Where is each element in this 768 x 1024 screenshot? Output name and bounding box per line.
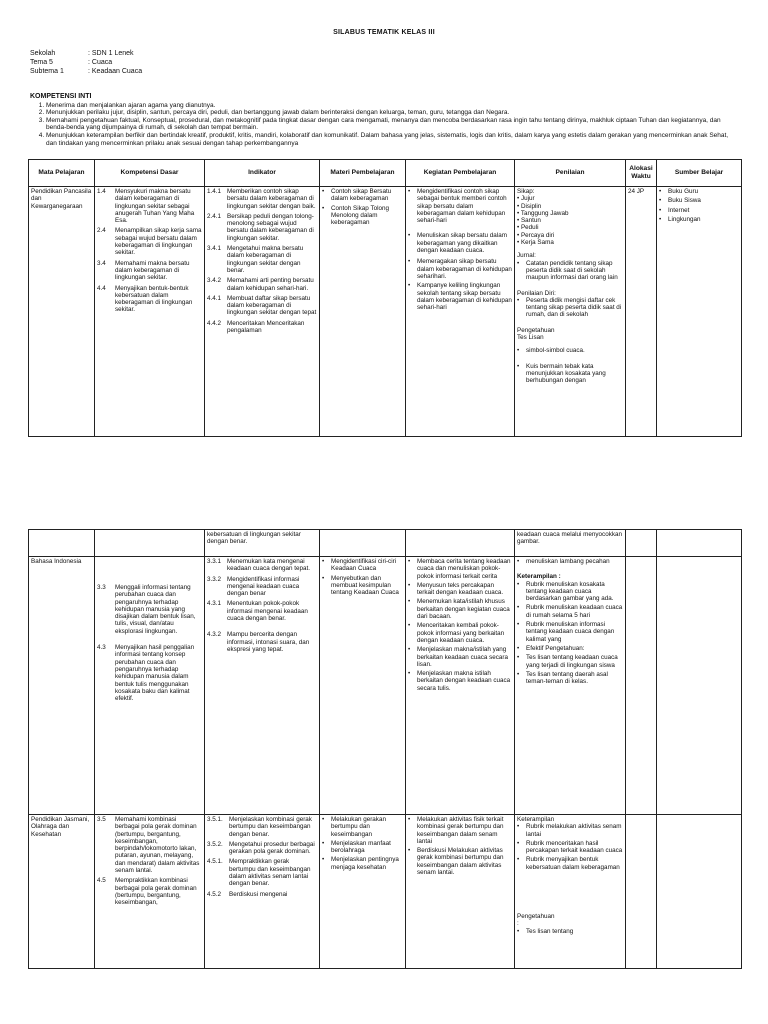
indikator-number: 2.4.1 (207, 212, 222, 220)
kd-text: Menampilkan sikap kerja sama sebagai wujud bersatu dalam keberagaman di lingkungan sekitar. (115, 227, 202, 257)
keterampilan-text: Rubrik menyajikan bentuk kebersatuan dalam keberagaman (526, 856, 620, 871)
penilaian-sublabel: Tes Lisan (517, 334, 544, 342)
keterampilan-text: Rubrik menuliskan informasi tentang keadaan cuaca dengan kalimat yang (526, 621, 615, 643)
empty-cell (320, 530, 406, 557)
indikator-text: Menceritakan Menceritakan pengalaman (227, 319, 305, 335)
empty-cell (657, 815, 742, 969)
keterampilan-item: • Tes lisan tentang daerah asal teman-teman di kelas. (517, 671, 623, 686)
indikator-text: Mampu bercerita dengan informasi, intonasi suara, dan ekspresi yang tepat. (227, 631, 310, 653)
penilaian-item: • menuliskan lambang pecahan (517, 558, 623, 565)
kegiatan-item: • Mengidentifikasi contoh sikap sebagai bentuk memberi contoh sikap bersatu dalam keberagaman dalam kehidupan sehari-hari (408, 188, 512, 224)
kd-text: Menggali informasi tentang perubahan cuaca dan pengaruhnya terhadap kehidupan manusia yang disajikan dalam bentuk lisan, tulis, visual, dan/atau eksplorasi lingkungan. (115, 584, 196, 635)
ki-item: 3. Memahami pengetahuan faktual, Konseptual, prosedural, dan metakognitif pada tingkat dasar dengan cara mengamati, menanya dan mencoba berdasarkan rasa ingin tahu tentang dirinya, makhluk ciptaan Tuhan dan kegiatannya, dan benda-benda yang dijumpainya di rumah, di sekolah dan tempat bermain. (46, 117, 740, 132)
kd-number: 3.5 (97, 816, 106, 823)
materi-cell (320, 187, 406, 437)
diri-text: Peserta didik mengisi daftar cek tentang sikap peserta didik saat di rumah, dan di sekolah (526, 296, 622, 319)
table-row (29, 530, 742, 557)
sikap-item: • Tanggung Jawab (517, 209, 569, 217)
ki-list (30, 102, 740, 148)
indikator-number: 3.3.1 (207, 558, 222, 565)
indikator-number: 4.5.1. (207, 858, 223, 866)
sumber-item: • Buku Guru (659, 188, 739, 195)
penilaian-cell (515, 187, 626, 437)
keterampilan-item: • Rubrik menuliskan keadaan cuaca di rumah selama 5 hari (517, 604, 623, 619)
kegiatan-item: • Menceritakan kembali pokok-pokok informasi yang berkaitan dengan keadaan cuaca. (408, 622, 512, 644)
kd-number: 4.5 (97, 877, 106, 885)
indikator-item (207, 558, 317, 573)
kegiatan-item: • Berdiskusi Melakukan aktivitas gerak kombinasi bertumpu dan keseimbangan dalam aktivitas senam lantai. (408, 847, 512, 876)
kegiatan-text: Menceritakan kembali pokok-pokok informasi yang berkaitan dengan keadaan cuaca. (417, 622, 505, 644)
kd-item (97, 285, 202, 314)
kegiatan-text: Menjelaskan makna/istilah yang berkaitan keadaan cuaca secara lisan. (417, 646, 509, 668)
empty-cell (29, 530, 95, 557)
indikator-text: Menjelaskan kombinasi gerak bertumpu dan keseimbangan dengan benar. (229, 816, 312, 838)
sikap-text: Percaya diri (520, 231, 555, 239)
header-sumber-belajar: Sumber Belajar (657, 160, 742, 187)
meta-key: Sekolah (30, 50, 56, 57)
kd-number: 4.3 (97, 644, 106, 652)
indikator-number: 3.5.2. (207, 840, 223, 848)
sikap-text: Tanggung Jawab (520, 209, 569, 217)
kd-number: 2.4 (97, 227, 106, 235)
header-kompetensi-dasar: Kompetensi Dasar (95, 160, 205, 187)
kegiatan-item: • Menemukan kata/istilah khusus berkaitan dengan kegiatan cuaca dari bacaan. (408, 598, 512, 620)
materi-item: • Melakukan gerakan bertumpu dan keseimbangan (322, 816, 403, 838)
materi-text: Melakukan gerakan bertumpu dan keseimbangan (331, 816, 386, 838)
kd-cell (95, 187, 205, 437)
kegiatan-item: • Membaca cerita tentang keadaan cuaca dan menuliskan pokok-pokok informasi terkait cerita (408, 558, 511, 580)
empty-cell (406, 530, 515, 557)
indikator-item (207, 277, 317, 292)
kd-number: 1.4 (97, 188, 106, 195)
materi-text: Menjelaskan pentingnya menjaga kesehatan (331, 856, 399, 871)
indikator-number: 1.4.1 (207, 188, 222, 195)
indikator-number: 4.3.1 (207, 600, 222, 608)
kd-item (97, 227, 202, 256)
meta-value: : SDN 1 Lenek (88, 50, 134, 57)
sumber-cell (657, 187, 742, 437)
header-materi: Materi Pembelajaran (320, 160, 406, 187)
materi-item: • Menjelaskan pentingnya menjaga kesehatan (322, 856, 403, 871)
keterampilan-item: • Rubrik menuliskan kosakata tentang keadaan cuaca berdasarkan gambar yang ada. (517, 581, 623, 603)
kegiatan-item: • Memeragakan sikap bersatu dalam keberagaman di kehidupan seharihari. (408, 258, 512, 280)
sumber-text: Lingkungan (668, 215, 701, 223)
indikator-text: Bersikap peduli dengan tolong-menolong sebagai wujud bersatu dalam keberagaman di lingkungan sekitar. (227, 212, 314, 242)
kd-item (97, 816, 202, 874)
keterampilan-text: Rubrik melakukan aktivitas senam lantai (526, 823, 622, 838)
alokasi-cell: 24 JP (626, 187, 657, 437)
kegiatan-item: • Menjelaskan makna istilah berkaitan dengan keadaan cuaca secara tulis. (408, 670, 511, 692)
sikap-item: • Jujur (517, 195, 535, 203)
syllabus-table-part-2 (28, 529, 742, 969)
indikator-item (207, 245, 317, 274)
indikator-cell (205, 815, 320, 969)
pengetahuan-item: • Kuis bermain tebak kata menunjukkan kosakata yang berhubungan dengan (517, 363, 623, 385)
sumber-item: • Buku Siswa (659, 197, 739, 204)
header-indikator: Indikator (205, 160, 320, 187)
kegiatan-cell (406, 557, 515, 815)
kegiatan-item: • Menjelaskan makna/istilah yang berkaitan keadaan cuaca secara lisan. (408, 646, 512, 668)
kd-text: Memahami kombinasi berbagai pola gerak dominan (bertumpu, bergantung, keseimbangan, berpindah/lokomotorto lakan, putaran, ayunan, melayang, dan mendarat) dalam aktivitas senam lantai. (115, 816, 200, 875)
header-kegiatan: Kegiatan Pembelajaran (406, 160, 515, 187)
materi-item: • Contoh sikap Bersatu dalam keberagaman (322, 188, 403, 203)
keterampilan-item: • Rubrik melakukan aktivitas senam lantai (517, 823, 622, 838)
penilaian-text: menuliskan lambang pecahan (526, 558, 610, 565)
materi-text: Menjelaskan manfaat berolahraga (331, 839, 391, 855)
kegiatan-text: Menuliskan sikap bersatu dalam keberagaman yang dikaitkan dengan keadaan cuaca. (417, 232, 507, 255)
indikator-text: Mengetahui makna bersatu dalam keberagaman di lingkungan sekitar dengan benar. (227, 245, 304, 274)
indikator-text: Mengetahui prosedur berbagai gerakan pola gerak dominan. (229, 840, 315, 856)
kd-item (97, 644, 202, 702)
kegiatan-text: Melakukan aktivitas fisik terkait kombinasi gerak bertumpu dan keseimbangan dalam senam lantai (417, 816, 504, 845)
keterampilan-item: • Tes lisan tentang keadaan cuaca yang terjadi di lingkungan siswa (517, 654, 623, 669)
materi-item: • Contoh Sikap Tolong Menolong dalam keberagaman (322, 205, 403, 227)
sikap-item: • Kerja Sama (517, 239, 554, 247)
meta-value: : Cuaca (88, 59, 113, 66)
empty-cell (626, 557, 657, 815)
empty-cell (626, 530, 657, 557)
pengetahuan-item: • simbol-simbol cuaca. (517, 347, 623, 354)
kegiatan-item: • Melakukan aktivitas fisik terkait kombinasi gerak bertumpu dan keseimbangan dalam senam lantai (408, 816, 512, 845)
sikap-text: Peduli (520, 224, 539, 232)
indikator-text: Memahami arti penting bersatu dalam kehidupan sehari-hari. (227, 277, 314, 292)
indikator-number: 4.3.2 (207, 631, 222, 639)
kd-cell (95, 815, 205, 969)
indikator-item (207, 891, 317, 898)
kegiatan-item: • Menuliskan sikap bersatu dalam keberagaman yang dikaitkan dengan keadaan cuaca. (408, 232, 512, 254)
pengetahuan-text: Tes lisan tentang (526, 927, 574, 935)
empty-cell (95, 530, 205, 557)
empty-cell (626, 815, 657, 969)
indikator-number: 4.4.2 (207, 319, 222, 327)
penilaian-label: Keterampilan : (517, 573, 561, 581)
table-row (29, 557, 742, 815)
kegiatan-text: Memeragakan sikap bersatu dalam keberagaman di kehidupan seharihari. (417, 258, 512, 280)
ki-item: 2. Menunjukkan perilaku jujur, disiplin, santun, percaya diri, peduli, dan bertanggung jawab dalam berinteraksi dengan keluarga, teman, guru, tetangga dan Negara. (46, 109, 740, 117)
jurnal-item: • Catatan pendidik tentang sikap peserta didik saat di sekolah maupun informasi dari orang lain (517, 260, 623, 282)
keterampilan-item: • Rubrik menceritakan hasil percakapan terkait keadaan cuaca (517, 839, 623, 855)
keterampilan-text: Tes lisan tentang daerah asal teman-teman di kelas. (526, 670, 608, 686)
sumber-text: Internet (668, 206, 690, 214)
identity-block (30, 49, 142, 76)
indikator-item (207, 816, 317, 838)
kd-text: Menyajikan bentuk-bentuk kebersatuan dalam keberagaman di lingkungan sekitar. (115, 284, 193, 314)
sumber-text: Buku Guru (668, 188, 699, 195)
materi-text: Contoh sikap Bersatu dalam keberagaman (331, 188, 392, 203)
kd-text: Mensyukuri makna bersatu dalam keberagaman di lingkungan sekitar sebagai anugerah Tuhan Yang Maha Esa. (115, 188, 195, 225)
empty-cell (657, 557, 742, 815)
sikap-item: • Percaya diri (517, 231, 555, 239)
indikator-number: 3.4.1 (207, 245, 222, 253)
penilaian-label: Pengetahuan (517, 326, 555, 334)
indikator-number: 3.4.2 (207, 277, 222, 285)
kegiatan-text: Mengidentifikasi contoh sikap sebagai bentuk memberi contoh sikap bersatu dalam keberagaman dalam kehidupan sehari-hari (417, 188, 507, 225)
kegiatan-cell (406, 815, 515, 969)
penilaian-cell (515, 815, 626, 969)
keterampilan-text: Efektif Pengetahuan: (526, 644, 585, 652)
sikap-item: • Peduli (517, 224, 539, 232)
materi-item: • Menyebutkan dan membuat kesimpulan tentang Keadaan Cuaca (322, 575, 403, 597)
kd-text: Memahami makna bersatu dalam keberagaman di lingkungan sekitar. (115, 259, 190, 282)
penilaian-cell: keadaan cuaca melalui menyocokkan gambar. (515, 530, 626, 557)
sumber-text: Buku Siswa (668, 197, 701, 205)
meta-key: Subtema 1 (30, 68, 64, 75)
keterampilan-item: • Efektif Pengetahuan: (517, 645, 623, 652)
indikator-number: 3.5.1. (207, 816, 223, 823)
pengetahuan-item: • Tes lisan tentang (517, 928, 623, 935)
indikator-item (207, 188, 317, 210)
kegiatan-cell (406, 187, 515, 437)
indikator-cell (205, 187, 320, 437)
mapel-cell: Pendidikan Pancasila dan Kewarganegaraan (29, 187, 95, 437)
meta-key: Tema 5 (30, 59, 53, 66)
table-header-row (29, 160, 742, 187)
indikator-number: 4.4.1 (207, 294, 222, 302)
indikator-item (207, 320, 317, 335)
kegiatan-text: Berdiskusi Melakukan aktivitas gerak kombinasi bertumpu dan keseimbangan dalam aktivitas senam lantai. (417, 847, 504, 877)
materi-text: Contoh Sikap Tolong Menolong dalam keberagaman (331, 204, 389, 227)
indikator-item (207, 213, 317, 242)
sikap-item: • Santun (517, 217, 541, 225)
materi-item: • Mengidentifikasi ciri-ciri Keadaan Cuaca (322, 558, 403, 573)
diri-item: • Peserta didik mengisi daftar cek tentang sikap peserta didik saat di rumah, dan di sekolah (517, 296, 622, 319)
indikator-item (207, 858, 317, 887)
keterampilan-item: • Rubrik menuliskan informasi tentang keadaan cuaca dengan kalimat yang (517, 621, 623, 643)
materi-item: • Menjelaskan manfaat berolahraga (322, 840, 403, 855)
penilaian-label: Sikap: (517, 188, 535, 195)
table-row (29, 187, 742, 437)
indikator-item (207, 295, 317, 317)
indikator-item (207, 631, 317, 653)
keterampilan-text: Tes lisan tentang keadaan cuaca yang terjadi di lingkungan siswa (526, 654, 618, 669)
penilaian-cell (515, 557, 626, 815)
indikator-number: 3.3.2 (207, 575, 222, 583)
indikator-number: 4.5.2 (207, 890, 222, 898)
penilaian-label: Jurnal: (517, 252, 536, 260)
mapel-cell: Bahasa Indonesia (29, 557, 95, 815)
kd-number: 3.3 (97, 584, 106, 591)
indikator-text: Menemukan kata mengenai keadaan cuaca dengan tepat. (227, 558, 310, 573)
ki-heading: KOMPETENSI INTI (30, 93, 92, 100)
keterampilan-item: • Rubrik menyajikan bentuk kebersatuan dalam keberagaman (517, 856, 623, 871)
indikator-item (207, 600, 317, 622)
kd-item (97, 260, 202, 282)
indikator-text: Menentukan pokok-pokok informasi mengenai keadaan cuaca dengan benar. (227, 600, 308, 623)
meta-row (30, 58, 142, 67)
keterampilan-text: Rubrik menceritakan hasil percakapan terkait keadaan cuaca (526, 839, 623, 855)
header-alokasi-waktu: Alokasi Waktu (626, 160, 657, 187)
ki-item: 1. Menerima dan menjalankan ajaran agama yang dianutnya. (46, 102, 740, 110)
pengetahuan-text: Kuis bermain tebak kata menunjukkan kosakata yang berhubungan dengan (526, 362, 606, 385)
header-penilaian: Penilaian (515, 160, 626, 187)
kd-item (97, 584, 202, 635)
indikator-text: Membuat daftar sikap bersatu dalam keberagaman di lingkungan sekitar dengan tepat (227, 294, 317, 317)
empty-cell (657, 530, 742, 557)
sikap-text: Santun (520, 217, 541, 225)
sikap-text: Kerja Sama (520, 239, 554, 247)
sumber-item: • Lingkungan (659, 216, 739, 223)
kd-text: Mempraktikkan kombinasi berbagai pola gerak dominan (bertumpu, bergantung, keseimbangan, (115, 877, 197, 907)
meta-row (30, 67, 142, 76)
table-row (29, 815, 742, 969)
meta-value: : Keadaan Cuaca (88, 68, 143, 75)
kd-item (97, 188, 202, 224)
sikap-text: Jujur (520, 195, 535, 203)
kegiatan-text: Menyusun teks percakapan terkait dengan keadaan cuaca. (417, 581, 504, 597)
penilaian-colon: : (517, 920, 519, 928)
mapel-cell: Pendidikan Jasmani, Olahraga dan Kesehatan (29, 815, 95, 969)
header-mata-pelajaran: Mata Pelajaran (29, 160, 95, 187)
sumber-item: • Internet (659, 207, 739, 214)
meta-row (30, 49, 142, 58)
ki-item: 4. Menunjukkan keterampilan berfikir dan bertindak kreatif, produktif, kritis, mandiri, kolaboratif dan komunikatif. Dalam bahasa yang jelas, sistematis, logis dan kritis, dalam karya yang estetis dalam gerakan yang mencerminkan anak Sehat, dan tindakan yang mencerminkan prilaku anak sesuai dengan tahap perkembangannya (46, 132, 740, 147)
indikator-text: Mempraktikkan gerak bertumpu dan keseimbangan dalam aktivitas senam lantai dengan benar. (229, 858, 311, 888)
indikator-text: Mengidentifikasi informasi mengenai keadaan cuaca dengan benar (227, 575, 300, 598)
kd-text: Menyajikan hasil penggalian informasi tentang konsep perubahan cuaca dan pengaruhnya terhadap kehidupan manusia dalam bentuk tulis menggunakan kosakata baku dan kalimat efektif. (115, 644, 195, 703)
materi-cell (320, 815, 406, 969)
kegiatan-item: • Menyusun teks percakapan terkait dengan keadaan cuaca. (408, 582, 512, 597)
materi-text: Mengidentifikasi ciri-ciri Keadaan Cuaca (331, 558, 397, 573)
kegiatan-text: Kampanye keliling lingkungan sekolah tentang sikap bersatu dalam keberagaman di kehidupan sehari-hari (417, 282, 512, 312)
kegiatan-text: Membaca cerita tentang keadaan cuaca dan menuliskan pokok-pokok informasi terkait cerita (417, 558, 511, 580)
kd-number: 4.4 (97, 284, 106, 292)
indikator-cell (205, 557, 320, 815)
sikap-text: Disiplin (520, 202, 542, 210)
syllabus-table-part-1 (28, 159, 742, 437)
indikator-item (207, 841, 317, 856)
kegiatan-text: Menemukan kata/istilah khusus berkaitan dengan kegiatan cuaca dari bacaan. (417, 598, 510, 621)
materi-cell (320, 557, 406, 815)
materi-text: Menyebutkan dan membuat kesimpulan tentang Keadaan Cuaca (331, 574, 399, 597)
kd-item (97, 877, 202, 906)
kompetensi-inti (30, 93, 740, 147)
indikator-cell: kebersatuan di lingkungan sekitar dengan benar. (205, 530, 320, 557)
penilaian-label: Penilaian Diri: (517, 289, 556, 297)
kd-cell (95, 557, 205, 815)
document-title: SILABUS TEMATIK KELAS III (333, 29, 435, 36)
jurnal-text: Catatan pendidik tentang sikap peserta didik saat di sekolah maupun informasi dari orang lain (526, 259, 618, 282)
penilaian-label: Keterampilan (517, 816, 555, 823)
kegiatan-text: Menjelaskan makna istilah berkaitan dengan keadaan cuaca secara tulis. (417, 670, 511, 692)
kd-number: 3.4 (97, 259, 106, 267)
indikator-item (207, 576, 317, 598)
indikator-text: Berdiskusi mengenai (229, 890, 288, 898)
keterampilan-text: Rubrik menuliskan kosakata tentang keadaan cuaca berdasarkan gambar yang ada. (526, 580, 614, 603)
kegiatan-item: • Kampanye keliling lingkungan sekolah tentang sikap bersatu dalam keberagaman di kehidupan sehari-hari (408, 282, 512, 312)
penilaian-label: Pengetahuan (517, 913, 555, 921)
keterampilan-text: Rubrik menuliskan keadaan cuaca di rumah selama 5 hari (526, 604, 623, 619)
indikator-text: Memberikan contoh sikap bersatu dalam keberagaman di lingkungan sekitar dengan baik. (227, 188, 316, 210)
sikap-item: • Disiplin (517, 202, 542, 210)
pengetahuan-text: simbol-simbol cuaca. (526, 347, 585, 355)
